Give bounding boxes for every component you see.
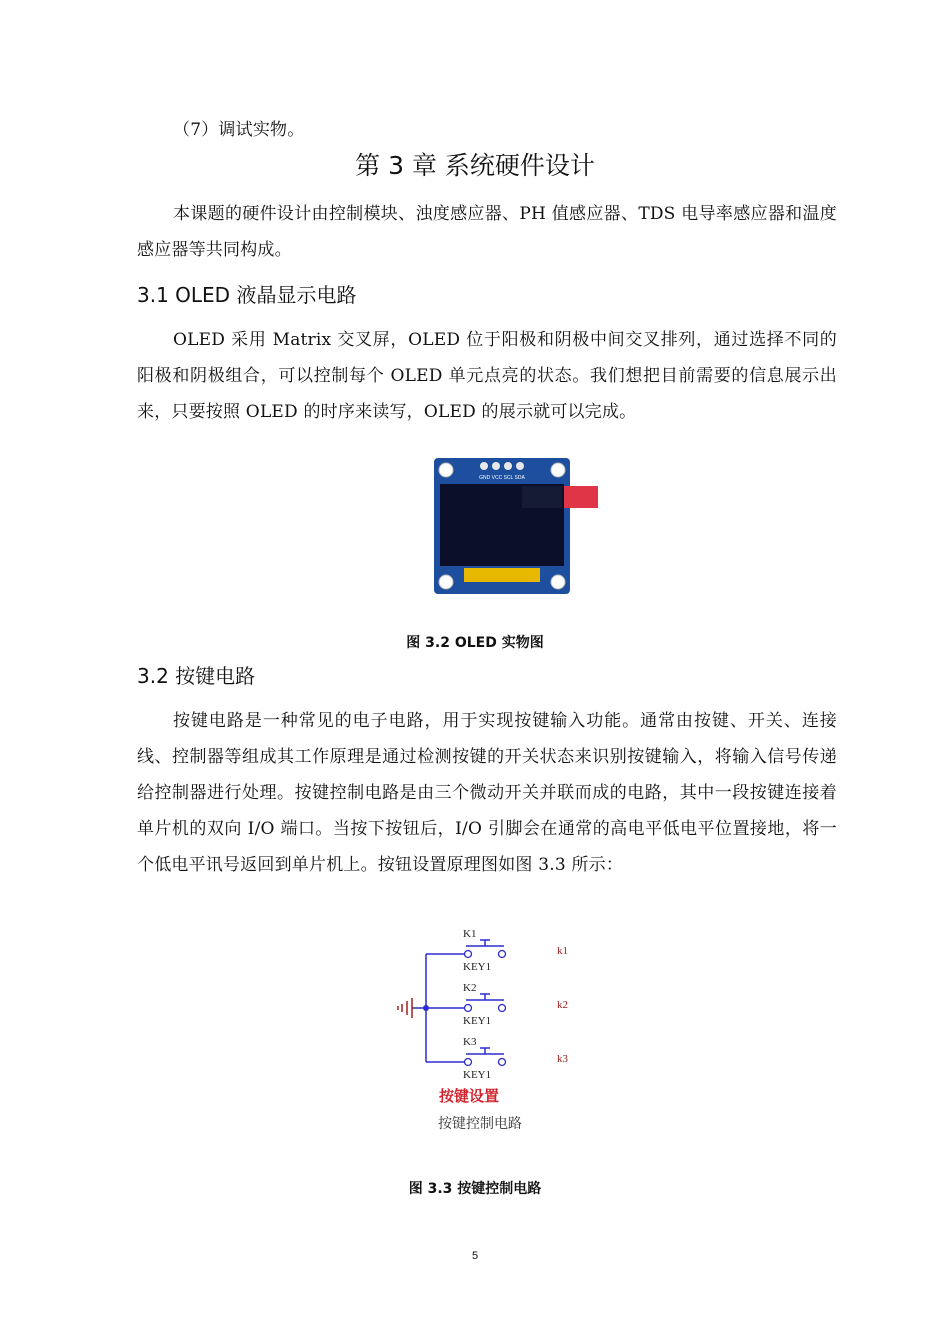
svg-text:k1: k1 bbox=[557, 945, 568, 957]
oled-paragraph: OLED 采用 Matrix 交叉屏，OLED 位于阳极和阴极中间交叉排列，通过选择不同的阳极和阴极组合，可以控制每个 OLED 单元点亮的状态。我们想把目前需要的信息展示出来，只要按照 OLED 的时序来读写，OLED 的展示就可以完成。 bbox=[137, 330, 837, 422]
schematic-title: 按键设置 bbox=[439, 1087, 500, 1105]
key-circuit-schematic bbox=[390, 920, 590, 1140]
pin-labels: GND VCC SCL SDA bbox=[479, 475, 525, 481]
svg-text:KEY1: KEY1 bbox=[463, 1015, 492, 1027]
keys-paragraph: 按键电路是一种常见的电子电路，用于实现按键输入功能。通常由按键、开关、连接线、控制器等组成其工作原理是通过检测按键的开关状态来识别按键输入，将输入信号传递给控制器进行处理。按键控制电路是由三个微动开关并联而成的电路，其中一段按键连接着单片机的双向 I/O 端口。当按下按钮后，I/O 引脚会在通常的高电平低电平位置接地，将一个低电平讯号返回到单片机上。按钮设置原理图如图 3.3 所示： bbox=[137, 711, 837, 875]
mount-hole bbox=[551, 463, 565, 477]
flex-cable bbox=[464, 568, 540, 582]
schematic-wires bbox=[412, 954, 464, 1062]
svg-text:K3: K3 bbox=[463, 1036, 477, 1048]
switch-k1 bbox=[463, 928, 568, 973]
protective-film-tab bbox=[564, 486, 598, 508]
figure-caption-keys: 图 3.3 按键控制电路 bbox=[408, 1181, 542, 1197]
svg-text:k3: k3 bbox=[557, 1053, 568, 1065]
svg-text:KEY1: KEY1 bbox=[463, 961, 492, 973]
schematic-subtitle: 按键控制电路 bbox=[438, 1116, 522, 1132]
switch-k3 bbox=[463, 1036, 569, 1081]
section-heading-oled: 3.1 OLED 液晶显示电路 bbox=[137, 283, 357, 307]
section-heading-keys: 3.2 按键电路 bbox=[137, 664, 256, 688]
mount-hole bbox=[439, 463, 453, 477]
figure-caption-oled: 图 3.2 OLED 实物图 bbox=[406, 635, 544, 651]
page-number: 5 bbox=[471, 1250, 479, 1262]
chapter-title: 第 3 章 系统硬件设计 bbox=[355, 151, 595, 180]
mount-hole bbox=[439, 575, 453, 589]
switch-k2 bbox=[463, 982, 568, 1027]
mount-hole bbox=[551, 575, 565, 589]
svg-text:k2: k2 bbox=[557, 999, 568, 1011]
svg-text:K1: K1 bbox=[463, 928, 477, 940]
svg-text:KEY1: KEY1 bbox=[463, 1069, 492, 1081]
oled-module-photo bbox=[432, 456, 602, 596]
step-item: （7）调试实物。 bbox=[173, 120, 305, 140]
intro-paragraph: 本课题的硬件设计由控制模块、浊度感应器、PH 值感应器、TDS 电导率感应器和温度感应器等共同构成。 bbox=[137, 204, 837, 260]
ground-icon bbox=[398, 998, 412, 1018]
svg-text:K2: K2 bbox=[463, 982, 477, 994]
junction-dot bbox=[423, 1005, 429, 1011]
